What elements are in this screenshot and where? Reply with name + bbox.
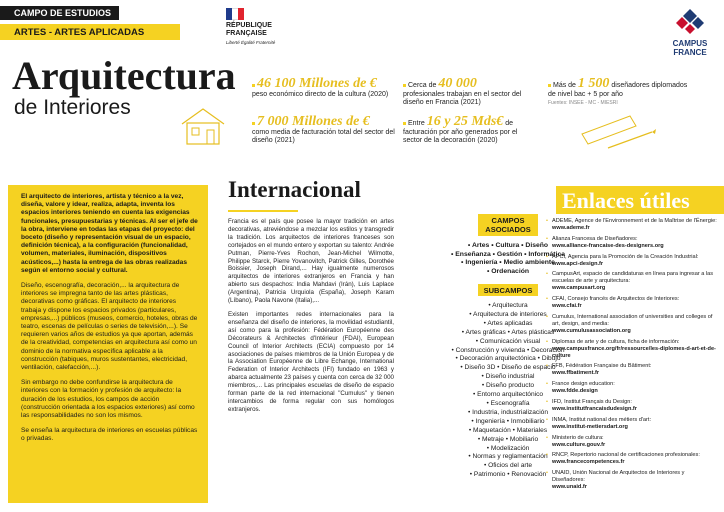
stat-4 — [403, 114, 533, 146]
republique-francaise-logo — [226, 8, 296, 45]
intro-paragraph-1: El arquitecto de interiores, artista y técnico a la vez, diseña, valore y idear, realiza, adapta, inventa los espacios interiores teniendo en cuenta las exigencias funcionales, presupuestarias y técnicas. Al ser el jefe de la obra, interviene en todas las etapas del proyecto: del boceto (diseño y representación visual de un espacio, definición técnica), a la configuración (funcionalidad, volumen, materiales, iluminación, dispositivos acústicos,...) hasta la entrega de las obras realizadas según el entorno social y cultural. — [21, 193, 198, 274]
page-title: Arquitectura — [12, 53, 236, 98]
stat-4-pre: Entre — [408, 120, 425, 127]
link-item — [546, 314, 718, 335]
link-item — [546, 470, 718, 491]
campus-france-logo — [662, 8, 718, 57]
category-tag: CAMPO DE ESTUDIOS — [0, 6, 119, 20]
link-item — [546, 363, 718, 377]
subcampo-item: • Patrimonio • Renovación — [469, 471, 547, 479]
stat-1-text: peso económico directo de la cultura (2020) — [252, 90, 389, 98]
link-item — [546, 417, 718, 431]
stat-3 — [403, 76, 533, 108]
link-url[interactable]: www.campusfrance.org/fr/ressource/les-diplomes-d-art-et-de-culture — [552, 345, 716, 359]
link-item — [546, 435, 718, 449]
subcampo-item: • Diseño producto — [481, 382, 535, 390]
stat-4-text: de facturación por año generados por el sector de la decoración (2020) — [403, 120, 518, 144]
stat-4-value: 16 y 25 Mds€ — [426, 114, 504, 129]
stat-1 — [252, 76, 402, 99]
link-desc: APCI, Agencia para la Promoción de la Creación Industrial: — [552, 253, 699, 260]
republique-line1: RÉPUBLIQUE — [226, 22, 272, 29]
subcampo-item: • Construcción y vivienda • Decoración — [451, 346, 565, 354]
link-url[interactable]: www.cumulusassociation.org — [552, 327, 631, 334]
link-desc: ADEME, Agence de l'Environnement et de la Maîtrise de l'Énergie: — [552, 218, 717, 224]
campus-line1: CAMPUS — [672, 39, 708, 48]
link-item — [546, 399, 718, 413]
subcampo-item: • Arquitectura — [488, 302, 528, 309]
subcampo-item: • Comunicación visual — [475, 337, 541, 345]
link-url[interactable]: www.alliance-francaise-des-designers.org — [552, 242, 664, 249]
link-desc: CampusArt, espacio de candidaturas en línea para ingresar a las escuelas de arte y arquitectura: — [552, 271, 714, 285]
link-url[interactable]: www.apci-design.fr — [552, 260, 604, 267]
stat-3-value: 40 000 — [438, 76, 477, 91]
subcampo-item: • Modelización — [486, 444, 530, 452]
stat-2-text: como media de facturación total del sector del diseño (2021) — [252, 128, 395, 144]
link-desc: UNAID, Unión Nacional de Arquitectos de Interiores y Diseñadores: — [552, 470, 685, 484]
campos-line: • Ingeniería • Medio ambiente — [461, 259, 555, 267]
link-desc: CFAI, Consejo francés de Arquitectos de Interiores: — [552, 296, 680, 303]
link-url[interactable]: www.culture.gouv.fr — [552, 441, 606, 448]
link-item — [546, 339, 718, 360]
link-desc: Diplomas de arte y de cultura, ficha de información: — [552, 338, 680, 345]
subcampo-item: • Artes aplicadas — [483, 319, 533, 327]
subcampo-item: • Decoración arquitectónica • Dibujo — [455, 355, 561, 363]
intro-paragraph-2: Diseño, escenografía, decoración,... la arquitectura de interiores se impregna tanto de las artes plásticas, decorativas como gráficas. El arquitecto de interiores trabaja y dispone los espacios privados (particulares, empresas,...) públicos (museos, comercio, hoteles, obras de teatro, escenas de películas o series de televisión,...). Se requieren varios años de estudios ya que aportan, además de la creatividad, competencias en arquitectura así como un dominio de la normativa específica aplicable a la construcción (tabiques, muros sustentantes, electricidad, ventilación, calefacción,...). — [21, 282, 198, 372]
link-desc: INMA, Institut national des métiers d'art: — [552, 416, 651, 423]
link-desc: Cumulus, International association of universities and colleges of art, design, and media: — [552, 313, 713, 327]
link-desc: Ministerio de cultura: — [552, 434, 604, 441]
enlaces-heading: Enlaces útiles — [556, 186, 724, 214]
campos-line: • Ordenación — [486, 267, 530, 275]
international-paragraph-2: Existen importantes redes internacionales para la enseñanza del diseño de interiores, la movilidad estudiantil, así como para la profesión: Fédération Européenne des Décorateurs & Architectes d'Intérieur (FDAI), European Council of Interior Architects (ECIA) compuesto por 14 asociaciones de países miembros de la Unión Europea y de la Association Européenne de Libre Echange, International Federation of Interior Architects (IFI) fundado en 1963 y abarca actualmente 23 países y cuenta con cerca de 32 000 miembros,... Las principales escuelas de diseño de espacio forman parte de la red internacional "Cumulus" y tienen intercambios de forma regular con sus homólogos extranjeros. — [228, 310, 394, 413]
subcampos-badge: SUBCAMPOS — [478, 284, 538, 296]
international-paragraph-1: Francia es el país que posee la mayor tradición en artes decorativas, atreviéndose a mezclar los estilos y transgredir la tradición. Los arquitectos de interiores franceses son cortejados en el mundo entero y exportan su talento: Andrée Putman, Pierre-Yves Rochon, Jean-Michel Wilmotte, Philippe Starck, Pierre Yovanovitch, Patrick Gilles, Dorothée Boissier, Joseph Dirand,... Hay igualmente numerosos arquitectos de interiores extranjeros en Francia y han abierto sus despachos: India Mahdavi (Irán), Luis Laplace (Argentina), Patricia Urquiola (España), Joseph Karam (Líbano), Paola Navone (Italia),... — [228, 218, 394, 305]
link-item — [546, 381, 718, 395]
subcampo-item: • Artes gráficas • Artes plásticas — [461, 328, 555, 336]
subject-tag: ARTES - ARTES APLICADAS — [0, 24, 180, 40]
house-sketch-icon — [180, 106, 226, 146]
campus-france-mark-icon — [675, 8, 705, 34]
stat-2 — [252, 114, 402, 146]
international-divider — [228, 210, 298, 212]
subcampo-item: • Metraje • Mobiliario — [477, 435, 539, 443]
link-item — [546, 254, 718, 268]
link-item — [546, 271, 718, 292]
stat-5-pre: Más de — [553, 82, 576, 89]
international-text — [228, 218, 394, 420]
link-url[interactable]: www.ffbatiment.fr — [552, 370, 600, 377]
stat-1-value: 46 100 Millones de € — [257, 76, 377, 91]
link-url[interactable]: www.institutfrancaisdudesign.fr — [552, 405, 637, 412]
link-desc: Alianza Francesa de Diseñadores: — [552, 235, 638, 242]
stat-3-text: profesionales trabajan en el sector del diseño en Francia (2021) — [403, 90, 522, 106]
link-url[interactable]: www.institut-metiersdart.org — [552, 423, 628, 430]
intro-paragraph-3: Sin embargo no debe confundirse la arquitectura de interiores con la formación y profesión de arquitecto: la duración de los estudios, los campos de acción (construcción orientada a los espacios exteriores) así como las responsabilidades no son los mismos. — [21, 379, 195, 420]
stat-5-text: diseñadores diplomados de nivel bac + 5 por año — [548, 82, 688, 98]
subcampo-item: • Oficios del arte — [483, 462, 533, 470]
republique-line2: FRANÇAISE — [226, 30, 267, 37]
campus-line2: FRANCE — [673, 48, 707, 57]
link-url[interactable]: www.fdde.design — [552, 388, 598, 395]
subcampo-item: • Maquetación • Materiales — [468, 426, 548, 434]
intro-panel — [8, 185, 208, 503]
link-item — [546, 218, 718, 232]
link-item — [546, 452, 718, 466]
link-desc: RNCP, Repertorio nacional de certificaciones profesionales: — [552, 452, 700, 459]
stat-3-pre: Cerca de — [408, 82, 437, 89]
enlaces-list — [546, 218, 718, 495]
subcampo-item: • Escenografía — [486, 399, 530, 407]
campos-line: • Artes • Cultura • Diseño — [467, 242, 549, 249]
link-url[interactable]: www.francecompetences.fr — [552, 459, 625, 466]
link-url[interactable]: www.campusart.org — [552, 285, 606, 292]
link-item — [546, 296, 718, 310]
page-subtitle: de Interiores — [14, 96, 131, 119]
campos-asociados-badge — [478, 214, 538, 236]
subcampo-item: • Industria, industrialización — [467, 408, 548, 416]
intro-paragraph-4: Se enseña la arquitectura de interiores en escuelas públicas o privadas. — [21, 427, 198, 443]
link-desc: IFD, Institut Français du Design: — [552, 399, 632, 406]
campos-line: • Enseñanza • Gestión • Informática — [450, 250, 566, 258]
republique-motto: Liberté Égalité Fraternité — [226, 40, 276, 45]
stat-2-value: 7 000 Millones de € — [257, 114, 370, 129]
stat-5 — [548, 76, 688, 108]
campos-label-2: ASOCIADOS — [485, 225, 531, 234]
link-desc: France design education: — [552, 381, 615, 388]
international-heading: Internacional — [228, 177, 361, 202]
subcampo-item: • Entorno arquitectónico — [472, 391, 544, 399]
stat-5-value: 1 500 — [577, 76, 610, 91]
link-item — [546, 236, 718, 250]
french-flag-icon — [226, 8, 244, 20]
link-url[interactable]: www.ademe.fr — [552, 224, 590, 231]
subcampo-item: • Arquitectura de interiores — [469, 310, 547, 318]
subcampo-item: • Ingeniería • Inmobiliario — [471, 417, 545, 425]
campos-label-1: CAMPOS — [491, 216, 525, 225]
ruler-pencil-sketch-icon — [578, 112, 658, 150]
subcampo-item: • Diseño industrial — [481, 373, 535, 381]
subcampo-item: • Diseño 3D • Diseño de espacio — [460, 364, 556, 372]
link-desc: FFB, Fédération Française du Bâtiment: — [552, 363, 652, 370]
link-url[interactable]: www.unaid.fr — [552, 484, 587, 491]
subcampo-item: • Normas y reglamentación — [468, 453, 548, 461]
stat-5-source: Fuentes: INSEE - MC - MIESRI — [548, 100, 618, 106]
link-url[interactable]: www.cfai.fr — [552, 303, 582, 310]
